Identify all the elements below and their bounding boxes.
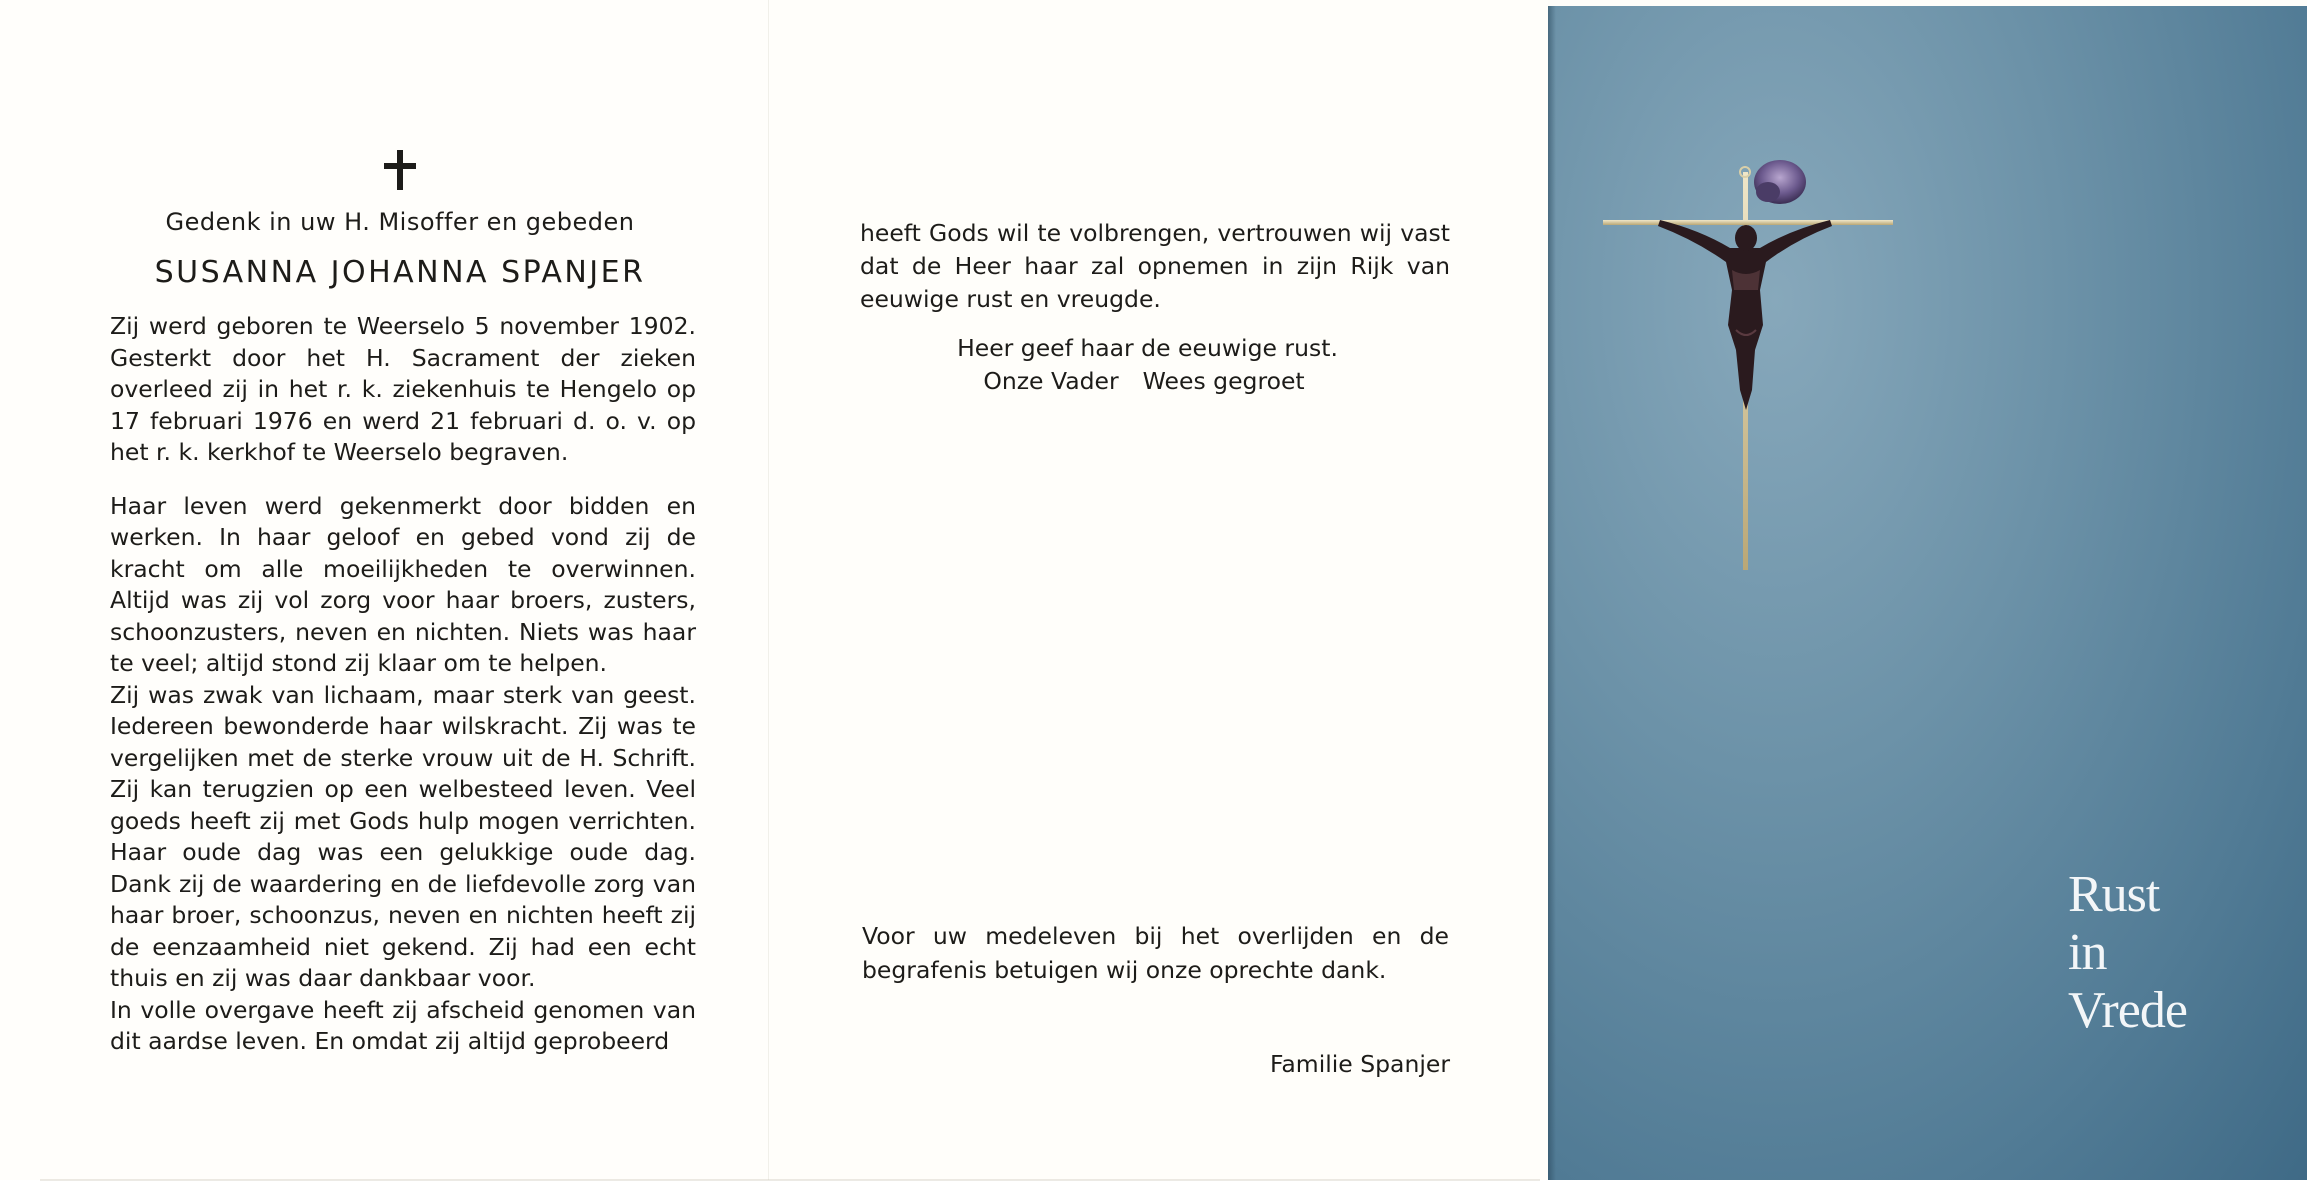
prayer-onze-vader: Onze Vader: [983, 367, 1119, 395]
bottom-margin: [0, 1180, 2307, 1200]
family-signature: Familie Spanjer: [1270, 1050, 1450, 1078]
biography-text: [110, 311, 696, 1058]
crucifix-icon: [1600, 140, 1900, 570]
prayer-block: [860, 332, 1450, 398]
remembrance-line: Gedenk in uw H. Misoffer en gebeden: [165, 208, 635, 236]
middle-panel: [770, 0, 1548, 1180]
rust-in-vrede-motto: [2068, 866, 2187, 1040]
fold-line: [768, 0, 769, 1180]
biography-paragraph-birth: Zij werd geboren te Weerselo 5 november 1902. Gesterkt door het H. Sacrament der zieken overleed zij in het r. k. ziekenhuis te Hengelo op 17 februari 1976 en werd 21 februari d. o. v. op het r. k. kerkhof te Weerselo begraven.: [110, 312, 696, 466]
biography-paragraph-character: Zij was zwak van lichaam, maar sterk van geest. Iedereen bewonderde haar wilskracht. Zij was te vergelijken met de sterke vrouw uit de H. Schrift. Zij kan terugzien op een welbesteed leven. Veel goeds heeft zij met Gods hulp mogen verrichten. Haar oude dag was een gelukkige oude dag. Dank zij de waardering en de liefdevolle zorg van haar broer, schoonzus, neven en nichten heeft zij de eenzaamheid niet gekend. Zij had een echt thuis en zij was daar dankbaar voor.: [110, 680, 696, 992]
prayer-eternal-rest: Heer geef haar de eeuwige rust.: [957, 334, 1338, 362]
bottom-edge: [40, 1179, 1540, 1181]
biography-paragraph-life: Haar leven werd gekenmerkt door bidden en werken. In haar geloof en gebed vond zij de kracht om alle moeilijkheden te overwinnen. Altijd was zij vol zorg voor haar broers, zusters, schoonzusters, neven en nichten. Niets was haar te veel; altijd stond zij klaar om te helpen.: [110, 491, 696, 677]
motto-in: in: [2068, 924, 2107, 981]
left-panel: [0, 0, 770, 1180]
cover-photo-edge: [1548, 6, 1556, 1180]
prayer-wees-gegroet: Wees gegroet: [1142, 367, 1305, 395]
thanks-text: [862, 919, 1449, 987]
motto-rust: Rust: [2068, 866, 2160, 923]
prayer-names: [860, 365, 1450, 398]
cross-icon: [384, 150, 416, 190]
motto-vrede: Vrede: [2068, 982, 2187, 1039]
biography-paragraph-farewell: In volle overgave heeft zij afscheid genomen van dit aardse leven. En omdat zij altijd geprobeerd: [110, 995, 696, 1055]
deceased-name: SUSANNA JOHANNA SPANJER: [154, 255, 646, 290]
thanks-paragraph: Voor uw medeleven bij het overlijden en de begrafenis betuigen wij onze oprechte dank.: [862, 922, 1449, 984]
continuation-text: heeft Gods wil te volbrengen, vertrouwen wij vast dat de Heer haar zal opnemen in zijn Rijk van eeuwige rust en vreugde.: [860, 219, 1450, 313]
